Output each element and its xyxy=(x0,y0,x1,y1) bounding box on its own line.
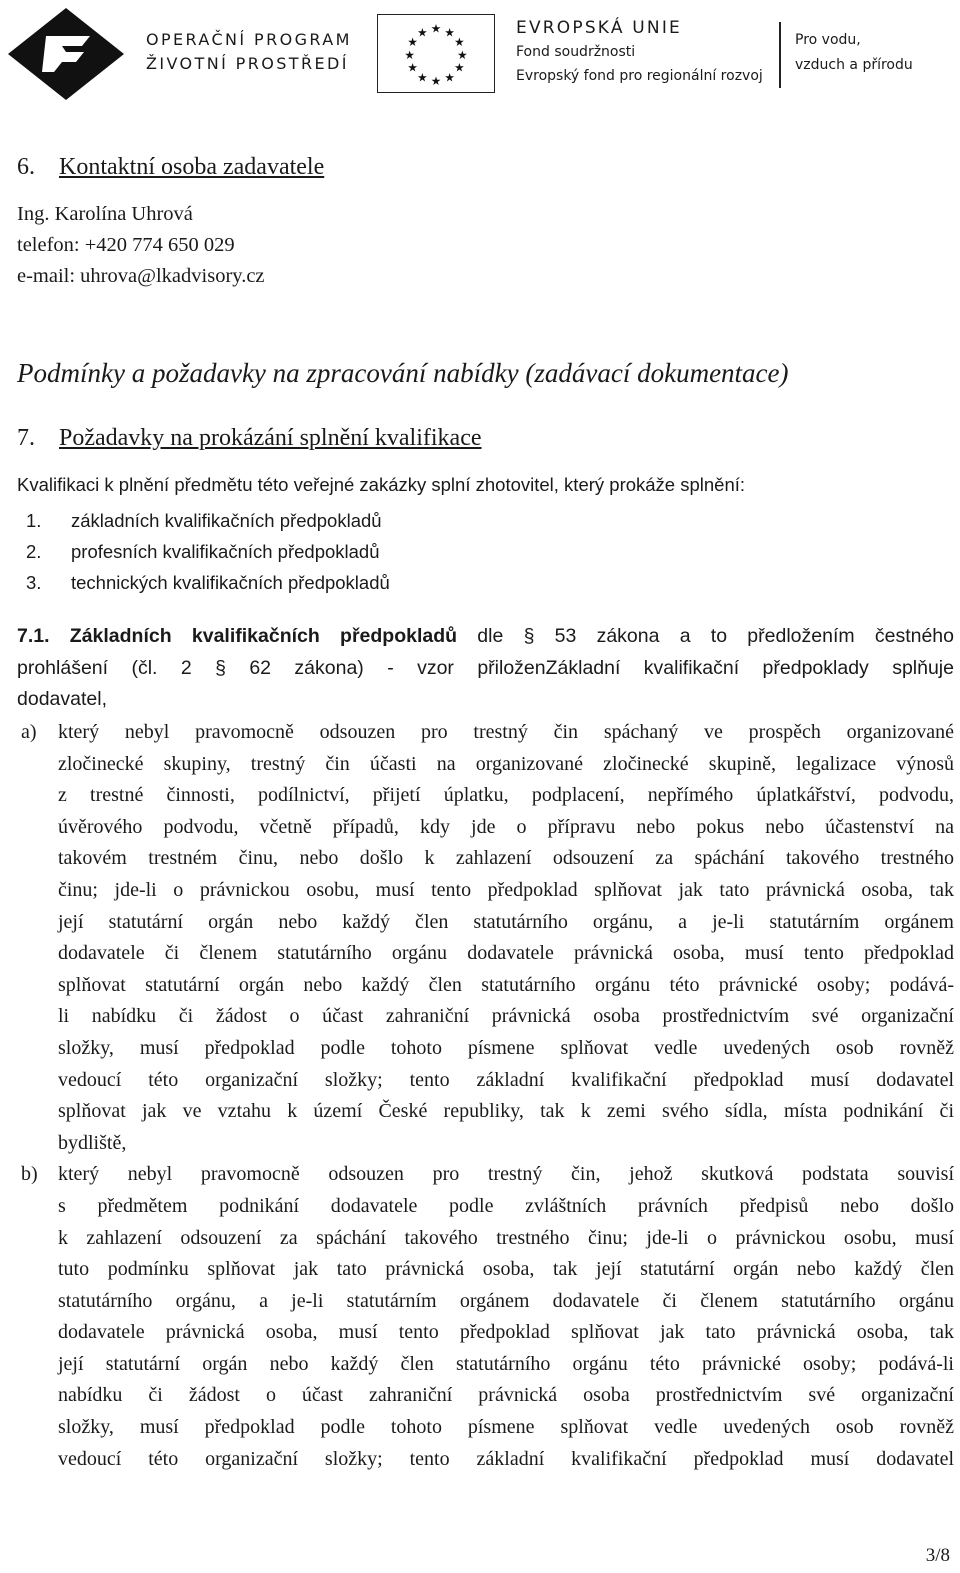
section-7-1-rest: dle § 53 zákona a to předložením čestného xyxy=(477,625,955,647)
item-text-line: li nabídku či žádost o účast zahraniční právnická osoba prostřednictvím své organizační xyxy=(58,1005,954,1028)
eu-flag-icon xyxy=(377,14,495,93)
svg-text:★: ★ xyxy=(454,35,465,50)
eu-title: EVROPSKÁ UNIE xyxy=(516,18,683,38)
item-text-line: její statutární orgán nebo každý člen statutárního orgánu, a je-li statutárním orgánem xyxy=(58,910,954,933)
requirement-items xyxy=(17,717,954,1475)
qualification-list xyxy=(26,505,390,598)
header-divider xyxy=(779,22,781,88)
item-text-line: splňovat jak ve vztahu k území České republiky, tak k zemi svého sídla, místa podnikání či xyxy=(58,1100,954,1123)
item-text-line: zločinecké skupiny, trestný čin účasti na organizované zločinecké skupině, legalizace výnosů xyxy=(58,752,954,775)
svg-text:★: ★ xyxy=(430,21,442,36)
item-text-line: činu; jde-li o právnickou osobu, musí tento předpoklad splňovat jak tato právnická osoba, tak xyxy=(58,878,954,901)
program-name xyxy=(146,28,352,76)
eu-text-block xyxy=(516,16,763,88)
page-header xyxy=(0,0,960,110)
list-item-number: 3. xyxy=(26,572,42,593)
list-item-text: technických kvalifikačních předpokladů xyxy=(71,572,390,593)
page-number: 3/8 xyxy=(925,1545,950,1566)
list-item-number: 1. xyxy=(26,510,42,531)
list-item-number: 2. xyxy=(26,541,42,562)
svg-text:★: ★ xyxy=(404,47,415,62)
item-label: b) xyxy=(21,1163,38,1186)
slogan-line-1: Pro vodu, xyxy=(795,32,861,48)
section-7-1-line-2: prohlášení (čl. 2 § 62 zákona) - vzor přiloženZákladní kvalifikační předpoklady splňuje xyxy=(17,656,954,679)
op-zp-logo-icon xyxy=(6,6,126,102)
section-7-1-line-3: dodavatel, xyxy=(17,688,107,710)
contact-name: Ing. Karolína Uhrová xyxy=(17,203,193,225)
item-text-line: který nebyl pravomocně odsouzen pro trestný čin, jehož skutková podstata souvisí xyxy=(58,1163,954,1186)
list-item-text: profesních kvalifikačních předpokladů xyxy=(71,541,380,562)
item-text-line: takovém trestném činu, nebo došlo k zahlazení odsouzení za spáchání takového trestného xyxy=(58,847,954,870)
item-text-line: s předmětem podnikání dodavatele podle zvláštních právních předpisů nebo došlo xyxy=(58,1194,954,1217)
list-item-text: základních kvalifikačních předpokladů xyxy=(71,510,382,531)
section-6-number: 6. xyxy=(17,154,35,180)
item-text-line: z trestné činnosti, podílnictví, přijetí úplatku, podplacení, nepřímého úplatkářství, podvodu, xyxy=(58,784,954,807)
section-7-1-line-1 xyxy=(17,621,954,653)
svg-text:★: ★ xyxy=(454,60,465,75)
section-7-1-bold: Základních kvalifikačních předpokladů xyxy=(69,625,458,647)
item-text-line: její statutární orgán nebo každý člen statutárního orgánu této právnické osoby; podává-li xyxy=(58,1352,954,1375)
svg-text:★: ★ xyxy=(457,47,468,62)
requirement-item-b xyxy=(17,1159,954,1475)
svg-text:★: ★ xyxy=(407,35,418,50)
section-7-1-number: 7.1. xyxy=(17,625,50,647)
item-text-line: nabídku či žádost o účast zahraniční právnická osoba prostřednictvím své organizační xyxy=(58,1384,954,1407)
item-text-line: splňovat statutární orgán nebo každý člen statutárního orgánu této právnické osoby; podává- xyxy=(58,973,954,996)
contact-phone: telefon: +420 774 650 029 xyxy=(17,234,235,256)
contact-email: e-mail: uhrova@lkadvisory.cz xyxy=(17,265,265,287)
list-item xyxy=(26,505,390,536)
svg-text:★: ★ xyxy=(444,25,455,40)
requirement-item-a xyxy=(17,717,954,1159)
section-7-1-paragraph xyxy=(17,621,954,716)
program-line-2: ŽIVOTNÍ PROSTŘEDÍ xyxy=(146,54,349,73)
eu-fund-1: Fond soudržnosti xyxy=(516,44,636,60)
section-6-heading xyxy=(17,154,324,181)
sub-heading: Podmínky a požadavky na zpracování nabídky (zadávací dokumentace) xyxy=(17,358,789,388)
section-7-heading xyxy=(17,425,482,452)
section-7-title: Požadavky na prokázání splnění kvalifikace xyxy=(59,425,482,451)
item-text-line: který nebyl pravomocně odsouzen pro trestný čin spáchaný ve prospěch organizované xyxy=(58,721,954,743)
list-item xyxy=(26,567,390,598)
item-text-line: bydliště, xyxy=(58,1131,127,1154)
item-text-line: statutárního orgánu, a je-li statutárním orgánem dodavatele či členem statutárního orgánu xyxy=(58,1289,954,1312)
svg-text:★: ★ xyxy=(417,70,428,85)
list-item xyxy=(26,536,390,567)
slogan xyxy=(795,28,913,78)
svg-text:★: ★ xyxy=(444,70,455,85)
item-text-line: složky, musí předpoklad podle tohoto písmene splňovat vedle uvedených osob rovněž xyxy=(58,1416,954,1439)
program-line-1: OPERAČNÍ PROGRAM xyxy=(146,30,352,49)
svg-text:★: ★ xyxy=(407,60,418,75)
item-text-line: složky, musí předpoklad podle tohoto písmene splňovat vedle uvedených osob rovněž xyxy=(58,1036,954,1059)
item-text-line: tuto podmínku splňovat jak tato právnická osoba, tak její statutární orgán nebo každý člen xyxy=(58,1258,954,1281)
item-text-line: úvěrového podvodu, včetně případů, kdy jde o přípravu nebo pokus nebo účastenství na xyxy=(58,815,954,838)
svg-text:★: ★ xyxy=(417,25,428,40)
section-7-intro: Kvalifikaci k plnění předmětu této veřejné zakázky splní zhotovitel, který prokáže splnění: xyxy=(17,474,746,495)
item-text-line: k zahlazení odsouzení za spáchání takového trestného činu; jde-li o právnickou osobu, musí xyxy=(58,1226,954,1249)
section-7-number: 7. xyxy=(17,425,35,451)
item-text-line: vedoucí této organizační složky; tento základní kvalifikační předpoklad musí dodavatel xyxy=(58,1447,954,1470)
eu-fund-2: Evropský fond pro regionální rozvoj xyxy=(516,68,763,84)
svg-text:★: ★ xyxy=(430,74,442,89)
item-text-line: dodavatele právnická osoba, musí tento předpoklad splňovat jak tato právnická osoba, tak xyxy=(58,1321,954,1344)
contact-block xyxy=(17,199,265,292)
item-text-line: dodavatele či členem statutárního orgánu dodavatele právnická osoba, musí tento předpoklad xyxy=(58,942,954,965)
item-text-line: vedoucí této organizační složky; tento základní kvalifikační předpoklad musí dodavatel xyxy=(58,1068,954,1091)
item-label: a) xyxy=(21,721,37,743)
section-6-title: Kontaktní osoba zadavatele xyxy=(59,154,325,180)
slogan-line-2: vzduch a přírodu xyxy=(795,57,913,73)
